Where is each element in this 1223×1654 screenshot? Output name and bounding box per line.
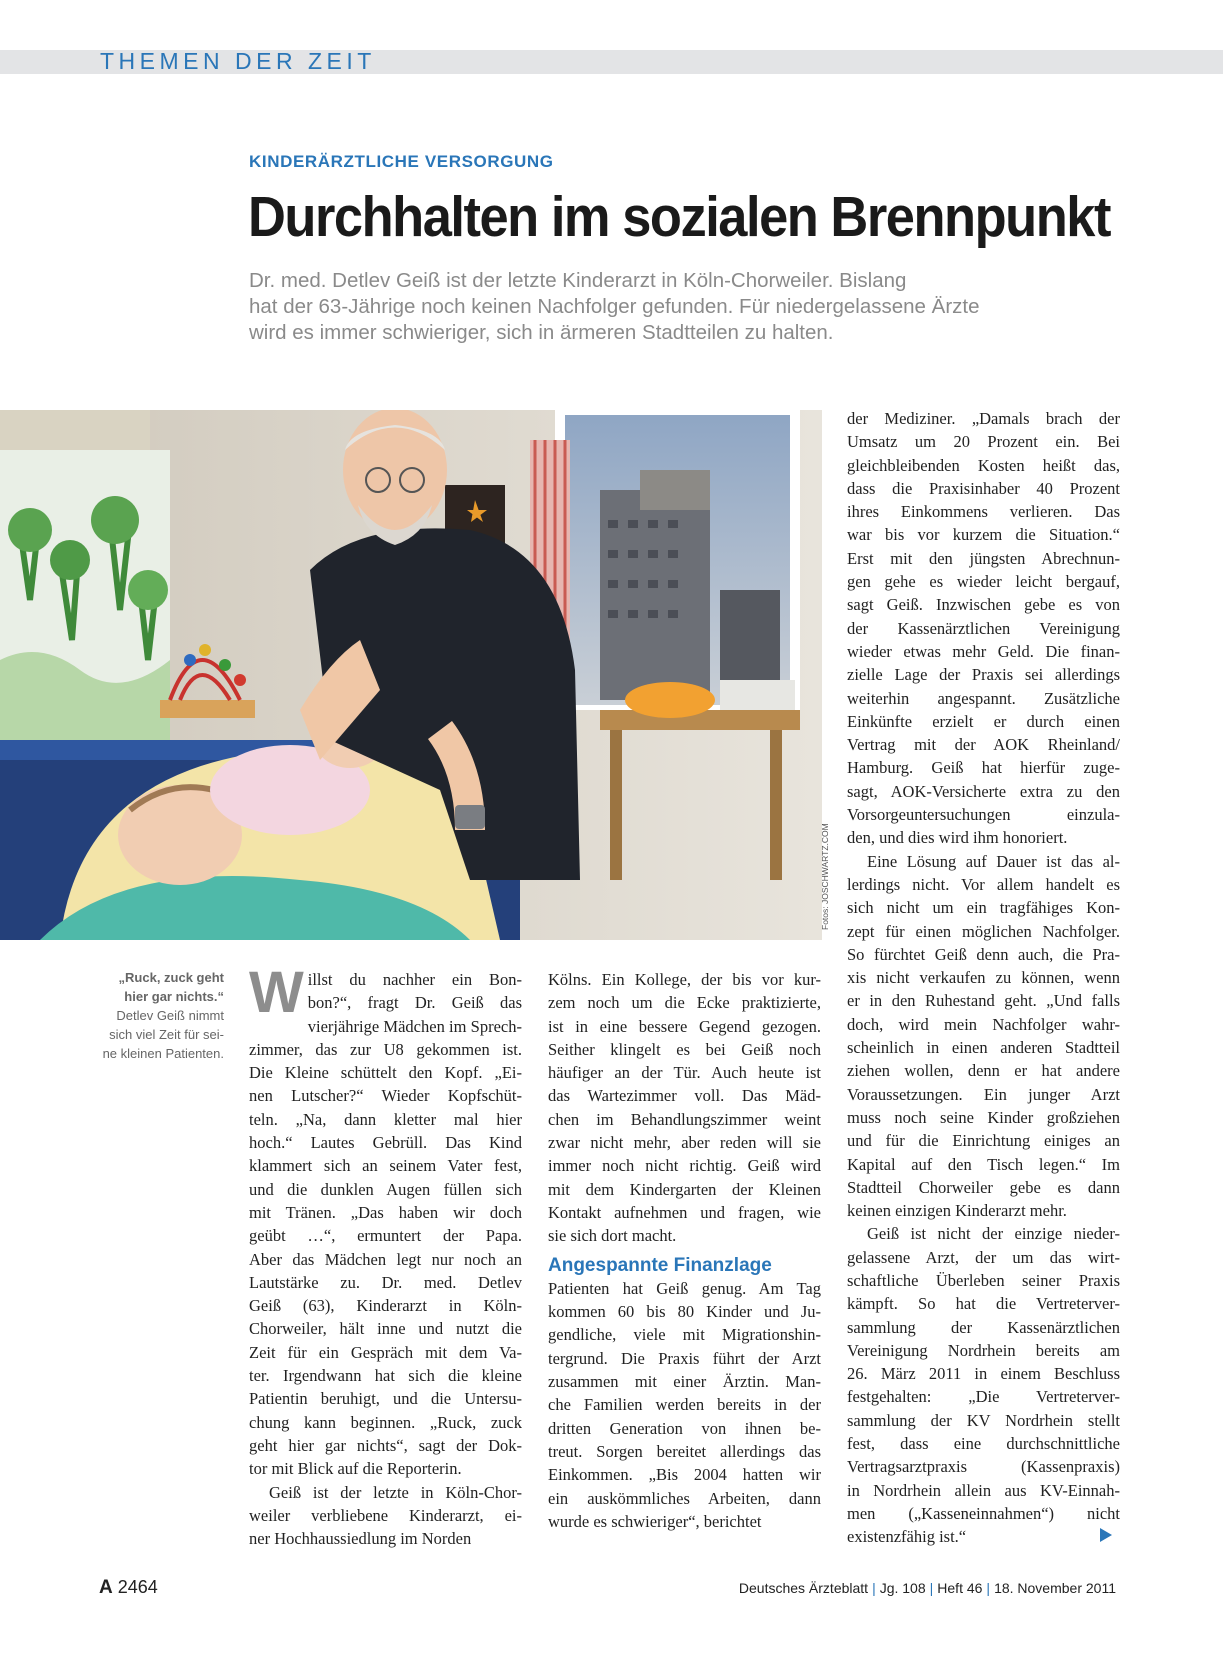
text-line: Kapital auf den Tisch legen.“ Im [847,1154,1120,1174]
text-line: Seither klingelt es bei Geiß noch [548,1039,821,1059]
text-line: der Mediziner. „Damals brach der [847,409,1120,428]
text-line: tergrund. Die Praxis führt der Arzt [548,1348,821,1368]
footer-separator: | [872,1580,876,1596]
text-line: Geiß ist nicht der einzige nieder- [867,1224,1120,1244]
drop-cap: W [249,960,304,1025]
text-line: gleichbleibenden Kosten heißt das, [847,455,1120,475]
text-line: zwar nicht mehr, aber reden will sie [548,1133,821,1153]
text-line: Kölns. Ein Kollege, der bis vor kur- [548,970,821,989]
text-line: er in den Ruhestand geht. „Und falls [847,991,1120,1011]
text-line: treut. Sorgen bereitet allerdings das [548,1441,821,1461]
text-line: Zeit für ein Gespräch mit dem Va- [249,1342,522,1362]
article-title: Durchhalten im sozialen Brennpunkt [248,185,1110,249]
text-line: und die dunklen Augen füllen sich [249,1179,522,1199]
caption-text-line: sich viel Zeit für sei- [109,1027,224,1042]
text-line: doch, wird mein Nachfolger wahr- [847,1014,1120,1034]
text-line: Erst mit den jüngsten Abrechnun- [847,548,1120,568]
text-line: wieder etwas mehr Geld. Die finan- [847,641,1120,661]
article-lead [249,268,1119,346]
text-line: Vertrag mit der AOK Rheinland/ [847,735,1120,755]
text-line: Lautstärke zu. Dr. med. Detlev [249,1272,522,1292]
caption-quote-line: hier gar nichts.“ [124,989,224,1004]
journal-issue: Heft 46 [937,1580,983,1596]
text-line: chen im Behandlungszimmer weint [548,1109,821,1129]
text-line: der Kassenärztlichen Vereinigung [847,618,1120,638]
text-line: und für die Einrichtung einiges an [847,1131,1120,1151]
text-line: sammlung der Kassenärztlichen [847,1317,1120,1337]
text-line: chung kann beginnen. „Ruck, zuck [249,1412,522,1432]
text-line: Geiß (63), Kinderarzt in Köln- [249,1296,522,1316]
text-line: existenzfähig ist.“ [847,1527,967,1547]
text-line: Die Kleine schüttelt den Kopf. „Ei- [249,1063,522,1083]
text-line: dritten Generation von ihnen be- [548,1418,821,1438]
text-line: xis nicht verkaufen zu können, wenn [847,968,1120,988]
text-line: zielle Lage der Praxis sei allerdings [847,665,1120,685]
text-line: ziehen wollen, denn er hat andere [847,1061,1120,1081]
text-line: vierjährige Mädchen im Sprech- [307,1016,522,1036]
text-line: ist in eine bessere Gegend gezogen. [548,1016,821,1036]
text-line: mit Tränen. „Das haben wir doch [249,1202,522,1222]
text-line: muss noch seine Kinder großziehen [847,1107,1120,1127]
section-label: THEMEN DER ZEIT [100,48,376,74]
lead-line: Dr. med. Detlev Geiß ist der letzte Kinderarzt in Köln-Chorweiler. Bislang [249,269,907,292]
text-line: ein auskömmliches Arbeiten, dann [548,1488,821,1508]
text-line: illst du nachher ein Bon- [307,970,522,989]
text-line: zimmer, das zur U8 gekommen ist. [249,1039,522,1059]
article-photo [0,410,822,940]
footer-citation [739,1580,1116,1596]
journal-date: 18. November 2011 [994,1580,1116,1596]
text-line: Patientin beruhigt, und die Untersu- [249,1389,522,1409]
text-line: teln. „Na, dann kletter mal hier [249,1109,522,1129]
text-line: festgehalten: „Die Vertreterver- [847,1387,1120,1407]
text-line: zem noch um die Ecke praktizierte, [548,993,821,1013]
text-line: sagt, AOK-Versicherte extra zu den [847,781,1120,801]
footer-separator: | [929,1580,934,1596]
text-line: weiterhin angespannt. Zusätzliche [847,688,1120,708]
text-line: dass die Praxisinhaber 40 Prozent [847,478,1120,498]
text-line: sich nicht um ein tragfähiges Kon- [847,898,1120,918]
text-line: keinen einzigen Kinderarzt mehr. [847,1201,1067,1221]
text-line: zusammen mit einer Ärztin. Man- [548,1372,821,1392]
article-column-3 [847,407,1120,1549]
text-line: 26. März 2011 in einem Beschluss [847,1364,1120,1384]
text-line: immer noch nicht richtig. Geiß wird [548,1156,821,1176]
text-line: Vertragsarztpraxis (Kassenpraxis) [847,1457,1120,1477]
text-line: häufiger an der Tür. Auch heute ist [548,1063,821,1083]
text-line: Einkommen. „Bis 2004 hatten wir [548,1465,821,1485]
text-line: che Familien werden bereits in der [548,1395,821,1415]
text-line: geübt …“, ermuntert der Papa. [249,1226,522,1246]
caption-text-line: ne kleinen Patienten. [102,1046,224,1061]
lead-line: wird es immer schwieriger, sich in ärmeren Stadtteilen zu halten. [249,321,834,344]
text-line: klammert sich an seinem Vater fest, [249,1156,522,1176]
text-line: Vereinigung Nordrhein bereits am [847,1340,1120,1360]
article-column-1 [249,960,522,1550]
text-line: geht hier gar nichts“, sagt der Dok- [249,1435,522,1455]
text-line: Patienten hat Geiß genug. Am Tag [548,1278,821,1298]
text-line: gen gehe es wieder leicht bergauf, [847,572,1120,592]
text-line: Voraussetzungen. Ein junger Arzt [847,1084,1120,1104]
photo-illustration [0,410,822,940]
text-line: Chorweiler, hält inne und nutzt die [249,1319,522,1339]
caption-text-line: Detlev Geiß nimmt [116,1008,224,1023]
text-line: mit dem Kindergarten der Kleinen [548,1179,821,1199]
text-line: das Wartezimmer voll. Das Mäd- [548,1086,821,1106]
journal-volume: Jg. 108 [879,1580,926,1596]
text-line: kämpft. So hat die Vertreterver- [847,1294,1120,1314]
article-kicker: KINDERÄRZTLICHE VERSORGUNG [249,152,554,171]
text-line: hoch.“ Lautes Gebrüll. Das Kind [249,1133,522,1153]
text-line: men („Kasseneinnahmen“) nicht [847,1503,1120,1523]
photo-caption [88,968,224,1063]
text-line: Vorsorgeuntersuchungen einzula- [847,805,1120,825]
text-line: schaftliche Überleben seiner Praxis [847,1270,1120,1290]
text-line: gendliche, viele mit Migrationshin- [548,1325,821,1345]
text-line: nen Lutscher?“ Wieder Kopfschüt- [249,1086,522,1106]
page-prefix: A [99,1577,113,1598]
subheading: Angespannte Finanzlage [548,1254,772,1276]
text-line: ner Hochhaussiedlung im Norden [249,1529,472,1549]
text-line: Hamburg. Geiß hat hierfür zuge- [847,758,1120,778]
text-line: war bis vor kurzem die Situation.“ [847,525,1120,545]
article-column-2 [548,968,821,1533]
text-line: sie sich dort macht. [548,1226,677,1246]
caption-quote-line: „Ruck, zuck geht [118,970,224,985]
footer-separator: | [986,1580,991,1596]
text-line: Aber das Mädchen legt nur noch an [249,1249,522,1269]
text-line: sagt Geiß. Inzwischen gebe es von [847,595,1120,615]
text-line: tor mit Blick auf die Reporterin. [249,1459,462,1479]
photo-credit: Fotos: JOSCHWARTZ.COM [820,823,830,930]
journal-name: Deutsches Ärzteblatt [738,1580,869,1596]
text-line: bon?“, fragt Dr. Geiß das [307,993,522,1013]
text-line: Kontakt aufnehmen und fragen, wie [548,1202,821,1222]
text-line: So fürchtet Geiß denn auch, die Pra- [847,944,1120,964]
continue-arrow-icon [1100,1528,1112,1542]
text-line: ihres Einkommens verlieren. Das [847,502,1120,522]
text-line: ter. Irgendwann hat sich die kleine [249,1366,522,1386]
text-line: Einkünfte erzielt er durch einen [847,711,1120,731]
text-line: in Nordrhein allein aus KV-Einnah- [847,1480,1120,1500]
text-line: gelassene Arzt, der um das wirt- [847,1247,1120,1267]
text-line: sammlung der KV Nordrhein stellt [847,1410,1120,1430]
text-line: Eine Lösung auf Dauer ist das al- [867,851,1120,871]
lead-line: hat der 63-Jährige noch keinen Nachfolger gefunden. Für niedergelassene Ärzte [249,295,980,318]
text-line: Stadtteil Chorweiler gebe es dann [847,1177,1120,1197]
text-line: zept für einen möglichen Nachfolger. [847,921,1120,941]
text-line: weiler verbliebene Kinderarzt, ei- [249,1505,522,1525]
text-line: fest, dass eine durchschnittliche [847,1434,1120,1454]
text-line: wurde es schwieriger“, berichtet [548,1511,762,1531]
text-line: kommen 60 bis 80 Kinder und Ju- [548,1302,821,1322]
text-line: Geiß ist der letzte in Köln-Chor- [269,1482,522,1502]
page-number-value: 2464 [117,1577,158,1597]
text-line: lerdings nicht. Vor allem handelt es [847,874,1120,894]
text-line: den, und dies wird ihm honoriert. [847,828,1068,848]
text-line: scheinlich in einen anderen Stadtteil [847,1038,1120,1058]
page-number [99,1577,158,1599]
text-line: Umsatz um 20 Prozent ein. Bei [847,432,1120,452]
